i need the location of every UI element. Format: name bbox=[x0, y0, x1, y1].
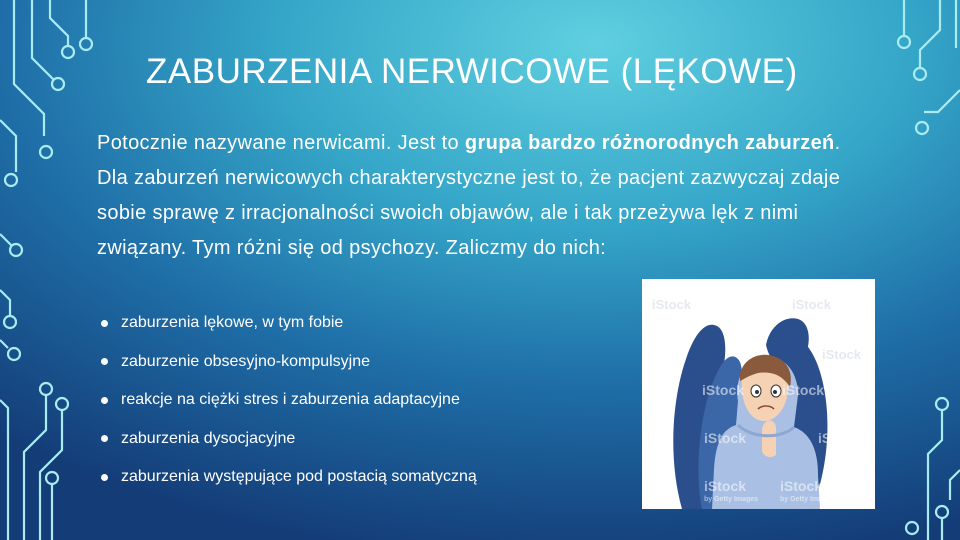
watermark-text: iStock bbox=[702, 382, 745, 398]
bullet-icon bbox=[101, 397, 108, 404]
list-item-text: reakcje na ciężki stres i zaburzenia adaptacyjne bbox=[121, 391, 460, 409]
intro-paragraph bbox=[97, 126, 857, 266]
list-item bbox=[97, 420, 617, 459]
list-item bbox=[97, 381, 617, 420]
bullet-icon bbox=[101, 435, 108, 442]
intro-text-part2: . Dla zaburzeń nerwicowych charakterystyczne jest to, że pacjent zazwyczaj zdaje sobie sprawę z irracjonalności swoich objawów, ale i tak przeżywa lęk z nimi związany. Tym różni się od psychozy. Zaliczmy do nich: bbox=[97, 132, 841, 259]
list-item-text: zaburzenie obsesyjno-kompulsyjne bbox=[121, 352, 371, 370]
slide-title: ZABURZENIA NERWICOWE (LĘKOWE) bbox=[146, 52, 798, 91]
anxious-person-icon bbox=[642, 279, 875, 509]
bullet-icon bbox=[101, 358, 108, 365]
list-item-text: zaburzenia dysocjacyjne bbox=[121, 429, 296, 447]
list-item bbox=[97, 458, 617, 497]
list-item-text: zaburzenia występujące pod postacią somatyczną bbox=[121, 468, 477, 486]
watermark-text: iStock bbox=[780, 478, 823, 494]
bullet-list bbox=[97, 304, 617, 497]
intro-text-part1: Potocznie nazywane nerwicami. Jest to bbox=[97, 132, 465, 154]
bullet-icon bbox=[101, 320, 108, 327]
list-item bbox=[97, 343, 617, 382]
watermark-text: iStock bbox=[652, 297, 692, 312]
watermark-text: iStock bbox=[704, 430, 747, 446]
watermark-credit: by Getty Images bbox=[780, 496, 835, 503]
watermark-text: iStock bbox=[822, 347, 862, 362]
list-item-text: zaburzenia lękowe, w tym fobie bbox=[121, 314, 344, 332]
intro-text-bold: grupa bardzo różnorodnych zaburzeń bbox=[464, 132, 835, 154]
watermark-text: iStock bbox=[704, 478, 747, 494]
anxious-person-illustration bbox=[642, 279, 875, 509]
bullet-icon bbox=[101, 474, 108, 481]
watermark-credit: by Getty Images bbox=[704, 496, 759, 503]
watermark-text: iStock bbox=[818, 430, 861, 446]
watermark-text: iStock bbox=[782, 382, 825, 398]
watermark-text: iStock bbox=[792, 297, 832, 312]
list-item bbox=[97, 304, 617, 343]
